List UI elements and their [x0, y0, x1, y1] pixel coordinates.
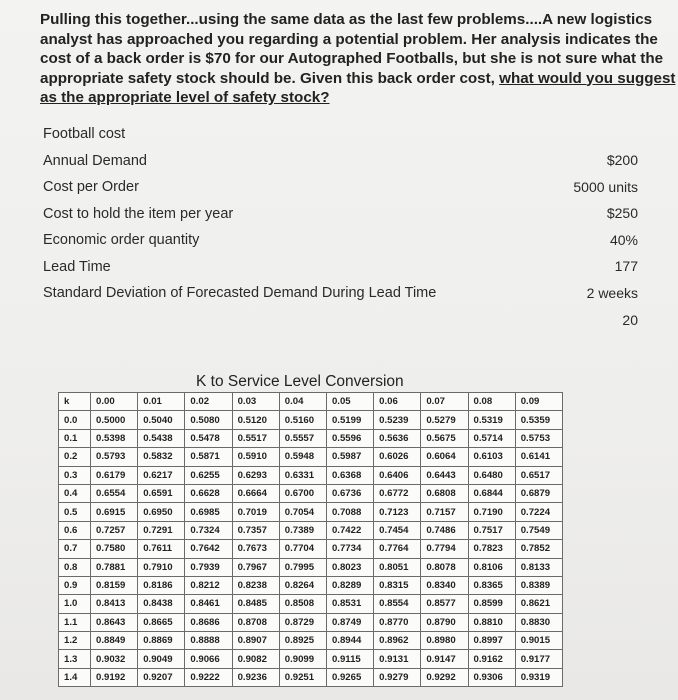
- k-service-level-table: [58, 392, 563, 687]
- table-cell: 0.6736: [326, 484, 373, 502]
- table-cell: 0.9251: [279, 668, 326, 686]
- table-cell: 0.8944: [326, 632, 373, 650]
- table-cell: 0.7088: [326, 503, 373, 521]
- table-cell: 0.6368: [326, 466, 373, 484]
- table-cell: 0.8643: [91, 613, 138, 631]
- row-k-value: 0.0: [59, 411, 91, 429]
- table-cell: 0.8749: [326, 613, 373, 631]
- field-value-cost-per-order: $250: [606, 205, 638, 222]
- field-value-eoq: 177: [614, 258, 638, 275]
- table-cell: 0.9279: [374, 668, 421, 686]
- table-cell: 0.7764: [374, 540, 421, 558]
- table-cell: 0.6950: [138, 503, 185, 521]
- table-cell: 0.8212: [185, 576, 232, 594]
- header-col-7: 0.06: [374, 393, 421, 411]
- table-cell: 0.5871: [185, 448, 232, 466]
- table-cell: 0.5080: [185, 411, 232, 429]
- table-title: K to Service Level Conversion: [196, 373, 404, 390]
- table-cell: 0.6026: [374, 448, 421, 466]
- table-cell: 0.5160: [279, 411, 326, 429]
- header-col-5: 0.04: [279, 393, 326, 411]
- table-cell: 0.7389: [279, 521, 326, 539]
- row-k-value: 0.2: [59, 448, 91, 466]
- table-row: [59, 595, 563, 613]
- table-cell: 0.8997: [468, 632, 515, 650]
- table-cell: 0.8264: [279, 576, 326, 594]
- table-cell: 0.5714: [468, 429, 515, 447]
- field-label-football-cost: Football cost: [43, 126, 126, 142]
- table-cell: 0.9131: [374, 650, 421, 668]
- header-col-8: 0.07: [421, 393, 468, 411]
- table-cell: 0.5359: [515, 411, 562, 429]
- table-cell: 0.7881: [91, 558, 138, 576]
- table-cell: 0.6179: [91, 466, 138, 484]
- table-cell: 0.8023: [326, 558, 373, 576]
- field-values: [508, 150, 638, 336]
- header-col-9: 0.08: [468, 393, 515, 411]
- table-cell: 0.5517: [232, 429, 279, 447]
- table-cell: 0.7642: [185, 540, 232, 558]
- table-row: [59, 429, 563, 447]
- header-col-3: 0.02: [185, 393, 232, 411]
- table-cell: 0.9319: [515, 668, 562, 686]
- table-cell: 0.8238: [232, 576, 279, 594]
- table-cell: 0.6985: [185, 503, 232, 521]
- table-cell: 0.9049: [138, 650, 185, 668]
- table-row: [59, 503, 563, 521]
- table-cell: 0.5438: [138, 429, 185, 447]
- table-cell: 0.8508: [279, 595, 326, 613]
- table-cell: 0.8790: [421, 613, 468, 631]
- table-cell: 0.8849: [91, 632, 138, 650]
- table-cell: 0.5398: [91, 429, 138, 447]
- table-cell: 0.8577: [421, 595, 468, 613]
- table-cell: 0.8133: [515, 558, 562, 576]
- row-k-value: 1.0: [59, 595, 91, 613]
- table-cell: 0.8365: [468, 576, 515, 594]
- table-cell: 0.7157: [421, 503, 468, 521]
- table-cell: 0.9015: [515, 632, 562, 650]
- table-cell: 0.8438: [138, 595, 185, 613]
- field-labels: [43, 124, 436, 310]
- table-cell: 0.6293: [232, 466, 279, 484]
- table-cell: 0.8289: [326, 576, 373, 594]
- table-cell: 0.9162: [468, 650, 515, 668]
- row-k-value: 1.3: [59, 650, 91, 668]
- table-cell: 0.9099: [279, 650, 326, 668]
- table-cell: 0.5199: [326, 411, 373, 429]
- header-col-2: 0.01: [138, 393, 185, 411]
- table-row: [59, 411, 563, 429]
- header-col-6: 0.05: [326, 393, 373, 411]
- table-cell: 0.8686: [185, 613, 232, 631]
- table-cell: 0.5478: [185, 429, 232, 447]
- table-cell: 0.6480: [468, 466, 515, 484]
- table-cell: 0.8461: [185, 595, 232, 613]
- table-cell: 0.7190: [468, 503, 515, 521]
- row-k-value: 1.4: [59, 668, 91, 686]
- table-cell: 0.8810: [468, 613, 515, 631]
- table-cell: 0.8599: [468, 595, 515, 613]
- table-cell: 0.8159: [91, 576, 138, 594]
- table-cell: 0.6064: [421, 448, 468, 466]
- table-cell: 0.6628: [185, 484, 232, 502]
- table-cell: 0.7291: [138, 521, 185, 539]
- table-cell: 0.6103: [468, 448, 515, 466]
- table-cell: 0.7823: [468, 540, 515, 558]
- table-cell: 0.7422: [326, 521, 373, 539]
- table-cell: 0.6879: [515, 484, 562, 502]
- table-cell: 0.5120: [232, 411, 279, 429]
- table-cell: 0.9192: [91, 668, 138, 686]
- table-cell: 0.7257: [91, 521, 138, 539]
- row-k-value: 0.8: [59, 558, 91, 576]
- table-cell: 0.6406: [374, 466, 421, 484]
- table-cell: 0.7704: [279, 540, 326, 558]
- table-cell: 0.5753: [515, 429, 562, 447]
- table-cell: 0.8078: [421, 558, 468, 576]
- table-cell: 0.7486: [421, 521, 468, 539]
- table-cell: 0.6217: [138, 466, 185, 484]
- table-cell: 0.7734: [326, 540, 373, 558]
- row-k-value: 0.3: [59, 466, 91, 484]
- table-cell: 0.7852: [515, 540, 562, 558]
- table-cell: 0.8665: [138, 613, 185, 631]
- row-k-value: 0.6: [59, 521, 91, 539]
- table-row: [59, 668, 563, 686]
- table-cell: 0.7939: [185, 558, 232, 576]
- question-text: [40, 10, 676, 108]
- table-cell: 0.9265: [326, 668, 373, 686]
- header-col-4: 0.03: [232, 393, 279, 411]
- table-cell: 0.7054: [279, 503, 326, 521]
- table-cell: 0.7967: [232, 558, 279, 576]
- table-row: [59, 650, 563, 668]
- row-k-value: 0.4: [59, 484, 91, 502]
- table-cell: 0.8186: [138, 576, 185, 594]
- table-cell: 0.6844: [468, 484, 515, 502]
- table-cell: 0.9306: [468, 668, 515, 686]
- table-cell: 0.5675: [421, 429, 468, 447]
- field-value-lead-time: 2 weeks: [586, 284, 638, 301]
- table-cell: 0.8106: [468, 558, 515, 576]
- table-row: [59, 521, 563, 539]
- table-row: [59, 632, 563, 650]
- table-cell: 0.5000: [91, 411, 138, 429]
- table-body: [59, 411, 563, 687]
- table-cell: 0.8340: [421, 576, 468, 594]
- field-value-football-cost: $200: [606, 152, 638, 168]
- field-label-eoq: Economic order quantity: [43, 232, 200, 248]
- row-k-value: 1.1: [59, 613, 91, 631]
- table-cell: 0.9147: [421, 650, 468, 668]
- table-cell: 0.7580: [91, 540, 138, 558]
- table-cell: 0.6664: [232, 484, 279, 502]
- table-cell: 0.6517: [515, 466, 562, 484]
- row-k-value: 0.7: [59, 540, 91, 558]
- table-cell: 0.8413: [91, 595, 138, 613]
- table-cell: 0.7794: [421, 540, 468, 558]
- table-cell: 0.9066: [185, 650, 232, 668]
- table-cell: 0.7357: [232, 521, 279, 539]
- table-cell: 0.9177: [515, 650, 562, 668]
- table-cell: 0.6700: [279, 484, 326, 502]
- table-cell: 0.6255: [185, 466, 232, 484]
- table-row: [59, 484, 563, 502]
- row-k-value: 0.9: [59, 576, 91, 594]
- table-header-row: [59, 393, 563, 411]
- field-label-std-dev: Standard Deviation of Forecasted Demand During Lead Time: [43, 285, 437, 301]
- table-cell: 0.8980: [421, 632, 468, 650]
- row-k-value: 0.5: [59, 503, 91, 521]
- table-cell: 0.5279: [421, 411, 468, 429]
- table-cell: 0.7123: [374, 503, 421, 521]
- table-cell: 0.9082: [232, 650, 279, 668]
- table-cell: 0.6331: [279, 466, 326, 484]
- table-cell: 0.9207: [138, 668, 185, 686]
- table-cell: 0.7673: [232, 540, 279, 558]
- table-row: [59, 576, 563, 594]
- table-cell: 0.9292: [421, 668, 468, 686]
- table-cell: 0.7549: [515, 521, 562, 539]
- table-cell: 0.7517: [468, 521, 515, 539]
- table-cell: 0.5832: [138, 448, 185, 466]
- table-cell: 0.8621: [515, 595, 562, 613]
- field-value-std-dev: 20: [622, 311, 638, 328]
- table-cell: 0.6141: [515, 448, 562, 466]
- table-cell: 0.5319: [468, 411, 515, 429]
- table-cell: 0.7611: [138, 540, 185, 558]
- table-cell: 0.6443: [421, 466, 468, 484]
- field-label-cost-per-order: Cost per Order: [43, 179, 139, 195]
- table-row: [59, 558, 563, 576]
- table-cell: 0.5636: [374, 429, 421, 447]
- table-cell: 0.6591: [138, 484, 185, 502]
- field-label-lead-time: Lead Time: [43, 258, 111, 275]
- table-cell: 0.6808: [421, 484, 468, 502]
- table-cell: 0.8389: [515, 576, 562, 594]
- table-cell: 0.7910: [138, 558, 185, 576]
- field-value-annual-demand: 5000 units: [573, 178, 638, 195]
- header-col-1: 0.00: [91, 393, 138, 411]
- table-cell: 0.8315: [374, 576, 421, 594]
- header-col-10: 0.09: [515, 393, 562, 411]
- table-cell: 0.6554: [91, 484, 138, 502]
- table-cell: 0.5557: [279, 429, 326, 447]
- table-cell: 0.8869: [138, 632, 185, 650]
- row-k-value: 0.1: [59, 429, 91, 447]
- table-cell: 0.5596: [326, 429, 373, 447]
- table-cell: 0.8554: [374, 595, 421, 613]
- table-cell: 0.8907: [232, 632, 279, 650]
- table-cell: 0.9222: [185, 668, 232, 686]
- table-cell: 0.7995: [279, 558, 326, 576]
- header-k: k: [59, 393, 91, 411]
- table-cell: 0.7324: [185, 521, 232, 539]
- table-cell: 0.6772: [374, 484, 421, 502]
- question-body: Pulling this together...using the same data as the last few problems....A new logistics analyst has approached you regarding a potential problem. Her analysis indicates the cost of a back order is $70 for our Autographed Footballs, but she is not sure what the appropriate safety stock should be. Given this back order cost,: [40, 11, 664, 87]
- table-cell: 0.7019: [232, 503, 279, 521]
- table-cell: 0.5040: [138, 411, 185, 429]
- table-cell: 0.8770: [374, 613, 421, 631]
- table-cell: 0.7224: [515, 503, 562, 521]
- table-cell: 0.8962: [374, 632, 421, 650]
- table-cell: 0.8531: [326, 595, 373, 613]
- table-cell: 0.8830: [515, 613, 562, 631]
- row-k-value: 1.2: [59, 632, 91, 650]
- table-cell: 0.8888: [185, 632, 232, 650]
- table-cell: 0.8925: [279, 632, 326, 650]
- table-cell: 0.8485: [232, 595, 279, 613]
- table-cell: 0.7454: [374, 521, 421, 539]
- table-cell: 0.5239: [374, 411, 421, 429]
- table-cell: 0.5793: [91, 448, 138, 466]
- table-row: [59, 540, 563, 558]
- table-cell: 0.9032: [91, 650, 138, 668]
- table-cell: 0.5948: [279, 448, 326, 466]
- question-emphasis: what would you suggest as the appropriate level of safety stock?: [40, 69, 676, 106]
- field-value-holding-cost: 40%: [609, 231, 638, 248]
- table-cell: 0.9115: [326, 650, 373, 668]
- table-cell: 0.8708: [232, 613, 279, 631]
- table-cell: 0.5910: [232, 448, 279, 466]
- table-cell: 0.9236: [232, 668, 279, 686]
- table-row: [59, 448, 563, 466]
- field-label-annual-demand: Annual Demand: [43, 152, 147, 169]
- field-label-holding-cost: Cost to hold the item per year: [43, 205, 234, 222]
- table-cell: 0.8729: [279, 613, 326, 631]
- table-cell: 0.5987: [326, 448, 373, 466]
- table-cell: 0.8051: [374, 558, 421, 576]
- table-row: [59, 613, 563, 631]
- table-cell: 0.6915: [91, 503, 138, 521]
- table-row: [59, 466, 563, 484]
